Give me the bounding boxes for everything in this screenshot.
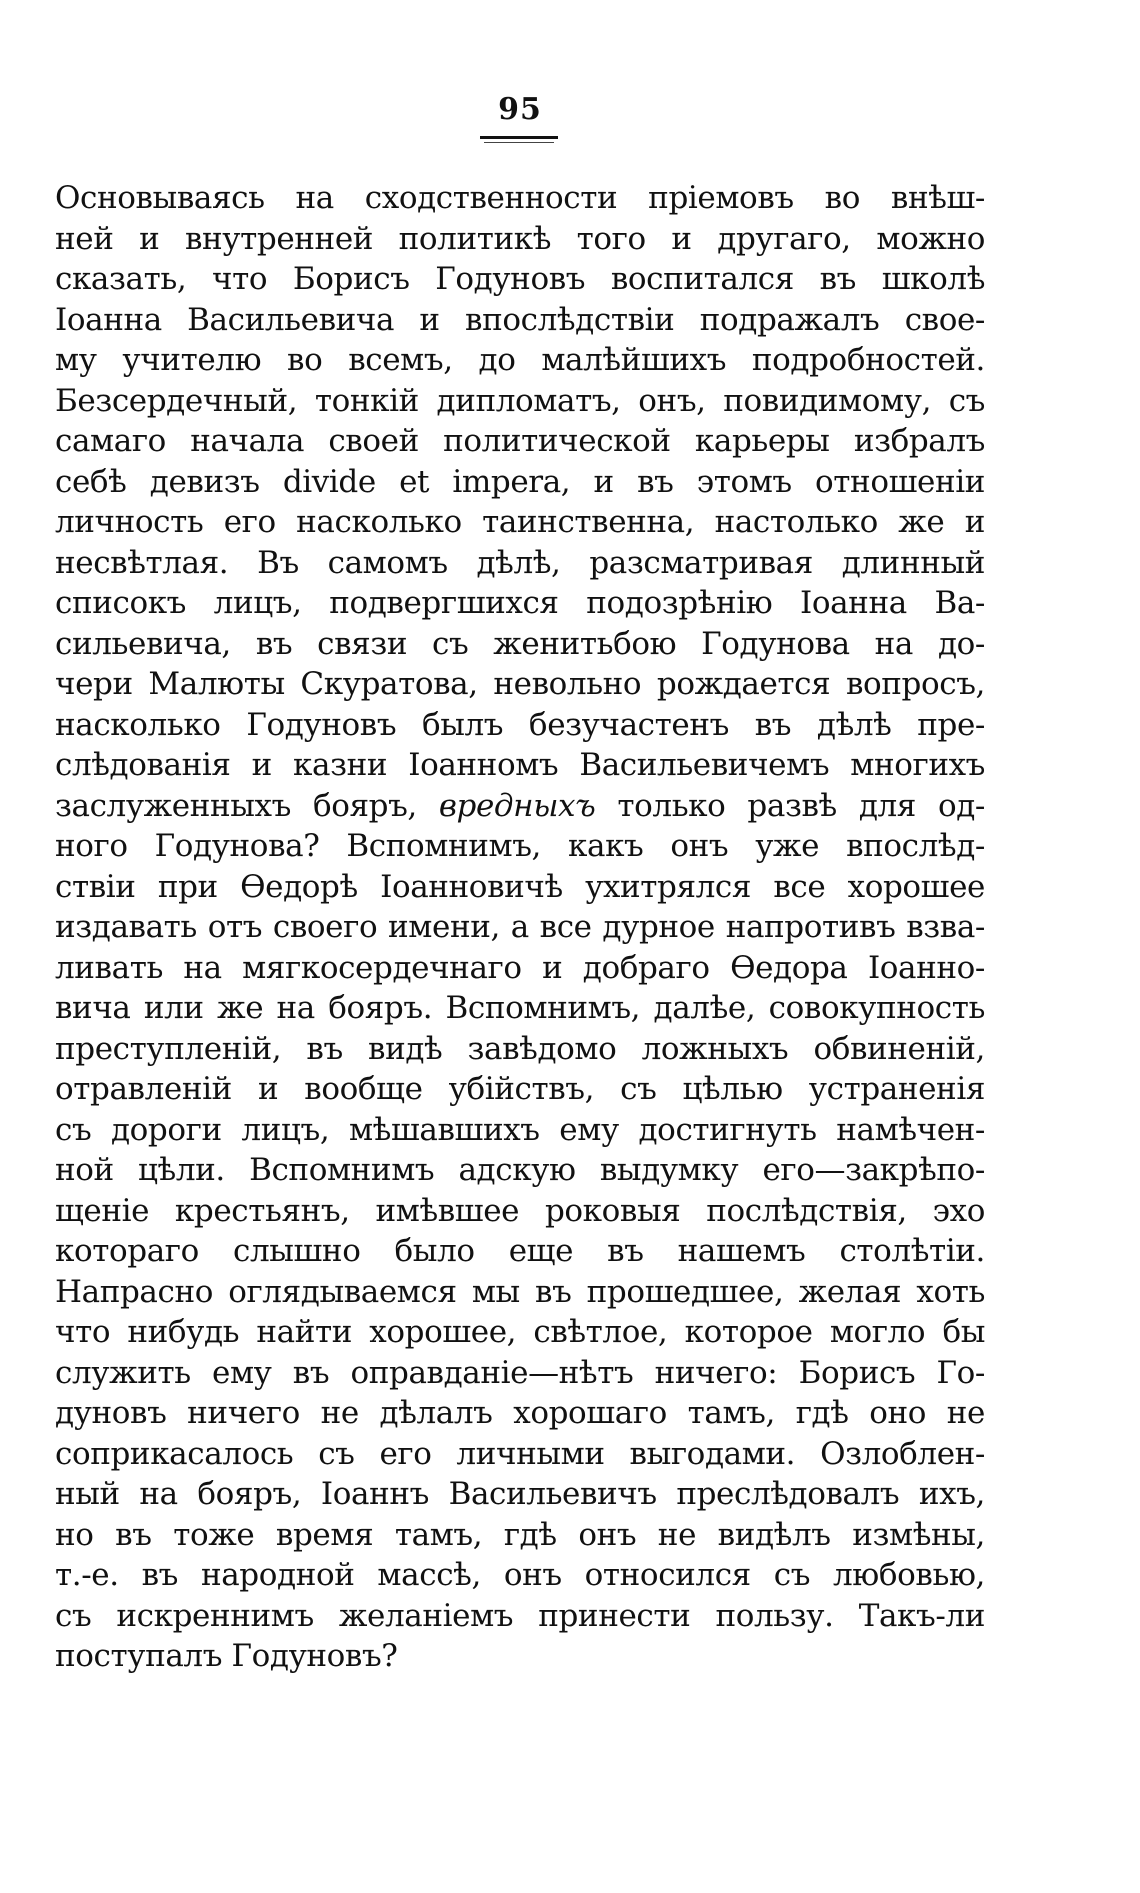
text-line: преступленій, въ видѣ завѣдомо ложныхъ обвиненій, (55, 1030, 985, 1067)
text-line: чери Малюты Скуратова, невольно рождается вопросъ, (55, 666, 985, 702)
text-line: ствіи при Ѳедорѣ Іоанновичѣ ухитрялся все хорошее (55, 868, 985, 905)
text-line: несвѣтлая. Въ самомъ дѣлѣ, разсматривая длинный (55, 544, 985, 581)
text-line: Напрасно оглядываемся мы въ прошедшее, желая хоть (55, 1273, 985, 1310)
text-line: сказать, что Борисъ Годуновъ воспитался въ школѣ (55, 261, 985, 297)
emphasized-word: вредныхъ (438, 787, 596, 824)
text-line: самаго начала своей политической карьеры избралъ (55, 423, 985, 459)
text-line: издавать отъ своего имени, а все дурное напротивъ взва- (55, 909, 985, 945)
text-line: что нибудь найти хорошее, свѣтлое, которое могло бы (55, 1314, 985, 1350)
page-number-rule (480, 136, 558, 139)
text-line: Основываясь на сходственности пріемовъ во внѣш- (55, 180, 985, 216)
text-line: ливать на мягкосердечнаго и добраго Ѳедора Іоанно- (55, 949, 985, 986)
text-line: Безсердечный, тонкій дипломатъ, онъ, повидимому, съ (55, 382, 985, 419)
text-line: но въ тоже время тамъ, гдѣ онъ не видѣлъ измѣны, (55, 1516, 985, 1553)
text-line: себѣ девизъ divide et impera, и въ этомъ отношеніи (55, 463, 985, 500)
text-line: сильевича, въ связи съ женитьбою Годунова на до- (55, 625, 985, 662)
text-line: слѣдованія и казни Іоанномъ Васильевичемъ многихъ (55, 747, 985, 783)
text-line: ной цѣли. Вспомнимъ адскую выдумку его—закрѣпо- (55, 1152, 985, 1188)
text-line: му учителю во всемъ, до малѣйшихъ подробностей. (55, 342, 985, 378)
text-line: съ дороги лицъ, мѣшавшихъ ему достигнуть намѣчен- (55, 1111, 985, 1148)
text-line: съ искреннимъ желаніемъ принести пользу. Такъ-ли (55, 1597, 985, 1634)
text-line: щеніе крестьянъ, имѣвшее роковыя послѣдствія, эхо (55, 1192, 985, 1229)
text-line: т.-е. въ народной массѣ, онъ относился съ любовью, (55, 1557, 985, 1593)
page-number-rule-thin (484, 142, 554, 143)
text-line: поступалъ Годуновъ? (55, 1638, 398, 1674)
text-line: ней и внутренней политикѣ того и другаго, можно (55, 220, 985, 257)
text-line: заслуженныхъ бояръ, вредныхъ только развѣ для од- (55, 787, 986, 824)
page-number-container (480, 92, 560, 128)
text-line: соприкасалось съ его личными выгодами. Озлоблен- (55, 1435, 985, 1472)
text-line: Іоанна Васильевича и впослѣдствіи подражалъ свое- (55, 301, 985, 338)
text-line: насколько Годуновъ былъ безучастенъ въ дѣлѣ пре- (55, 706, 985, 743)
text-line: списокъ лицъ, подвергшихся подозрѣнію Іоанна Ва- (55, 585, 985, 621)
page-number: 95 (498, 92, 542, 127)
text-line: дуновъ ничего не дѣлалъ хорошаго тамъ, гдѣ оно не (55, 1395, 985, 1431)
text-line: ный на бояръ, Іоаннъ Васильевичъ преслѣдовалъ ихъ, (55, 1476, 985, 1512)
text-line: вича или же на бояръ. Вспомнимъ, далѣе, совокупность (55, 990, 985, 1026)
text-line: личность его насколько таинственна, настолько же и (55, 504, 985, 540)
text-line: отравленій и вообще убійствъ, съ цѣлью устраненія (55, 1071, 985, 1107)
text-line: котораго слышно было еще въ нашемъ столѣтіи. (55, 1233, 985, 1269)
body-text (55, 178, 985, 1677)
text-line: служить ему въ оправданіе—нѣтъ ничего: Борисъ Го- (55, 1354, 985, 1391)
text-line: ного Годунова? Вспомнимъ, какъ онъ уже впослѣд- (55, 828, 985, 864)
